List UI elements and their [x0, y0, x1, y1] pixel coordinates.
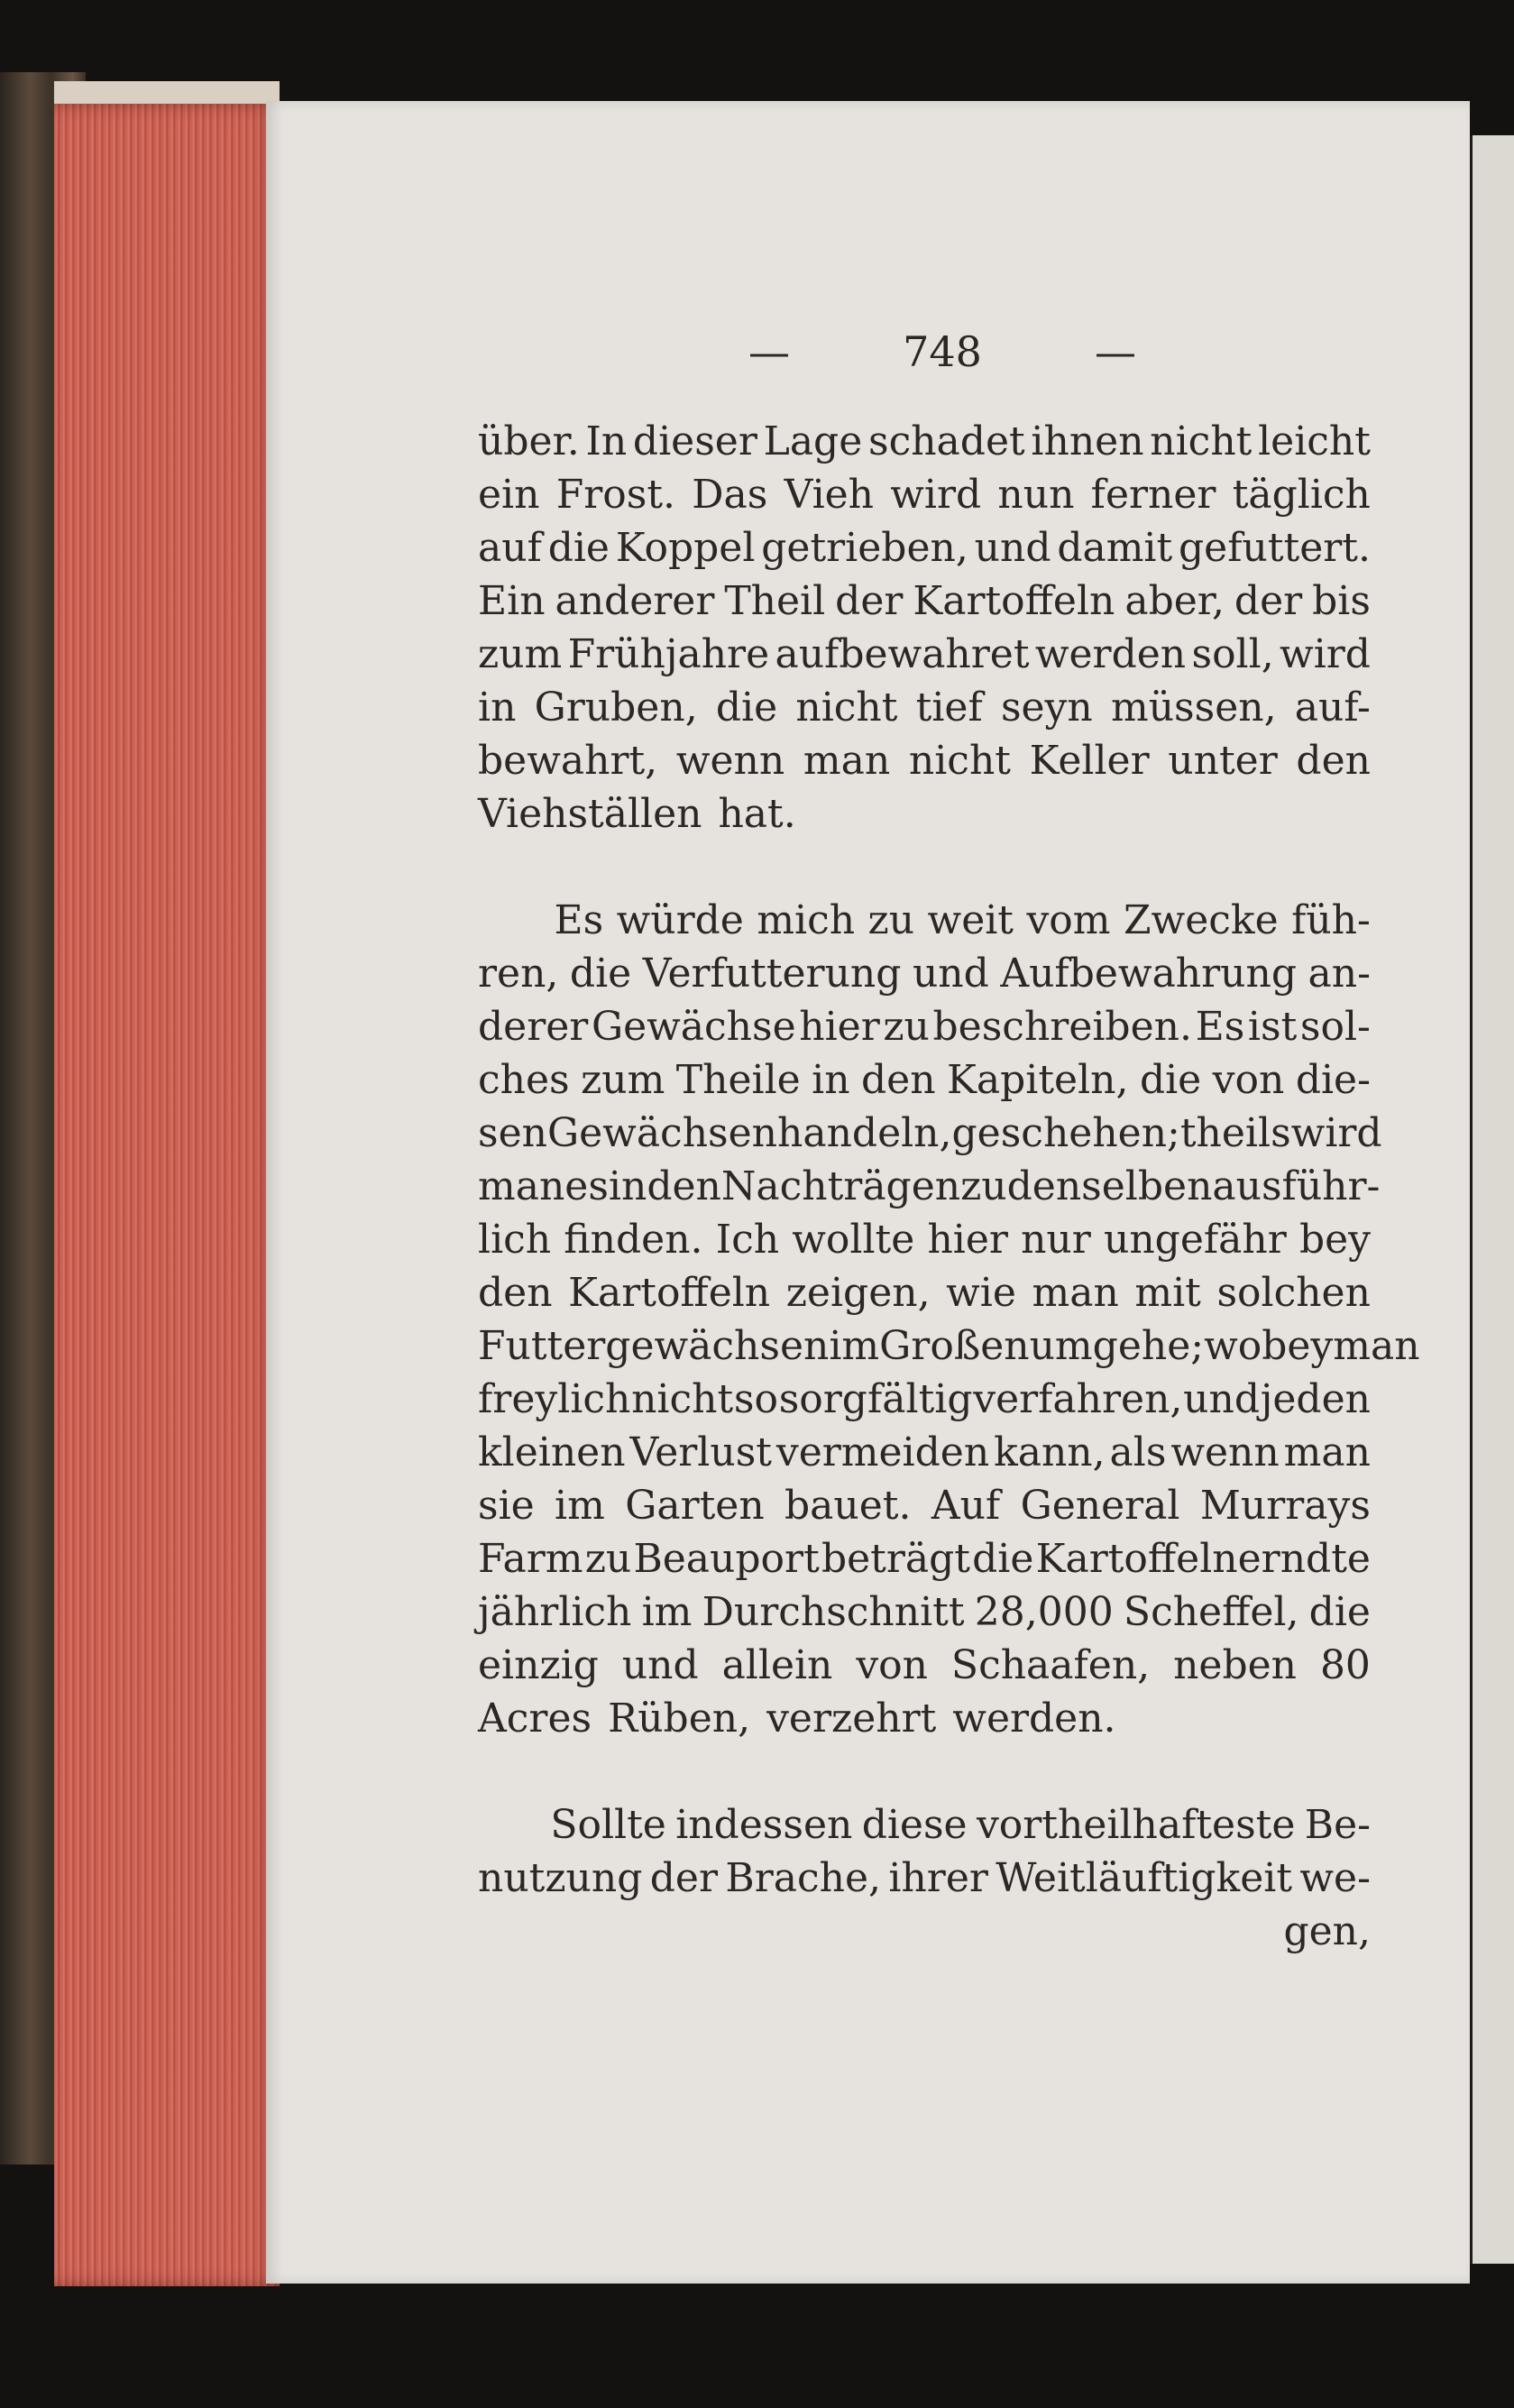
word: ihnen — [1031, 418, 1144, 464]
word: der — [649, 1855, 719, 1901]
word: Zwecke — [1123, 897, 1279, 943]
word: es — [564, 1163, 609, 1209]
text-line — [478, 787, 1371, 841]
word: bis — [1312, 578, 1371, 624]
text-line — [478, 1373, 1371, 1426]
text-line — [478, 574, 1371, 628]
word: Kartoffeln — [568, 1270, 771, 1316]
word: die — [547, 525, 610, 571]
header-dash-left: — — [748, 327, 790, 376]
word: damit — [1057, 525, 1173, 571]
word: die — [972, 1536, 1034, 1582]
word: Gewächse — [591, 1004, 796, 1050]
word: nutzung — [478, 1855, 643, 1901]
word: 28,000 — [974, 1589, 1114, 1635]
word: man — [803, 738, 891, 784]
word: denselben — [1006, 1163, 1213, 1209]
word: Verfutterung — [642, 951, 902, 997]
text-line — [478, 1107, 1382, 1160]
word: auf — [478, 525, 542, 571]
text-line — [478, 734, 1371, 787]
word: aufbewahret — [775, 631, 1030, 677]
word: Koppel — [615, 525, 756, 571]
word: den — [861, 1057, 936, 1103]
word: we- — [1299, 1855, 1371, 1901]
paragraph-gap — [478, 1745, 1371, 1798]
word: sen — [478, 1110, 547, 1156]
word: den — [478, 1270, 553, 1316]
word: zeigen, — [785, 1270, 931, 1316]
text-line — [478, 1160, 1381, 1213]
text-line — [478, 1585, 1371, 1639]
word: in — [608, 1163, 647, 1209]
word: kleinen — [478, 1429, 626, 1475]
word: werden. — [952, 1696, 1116, 1742]
word: zu — [584, 1536, 632, 1582]
word: ausführ- — [1212, 1163, 1381, 1209]
word: Brache, — [725, 1855, 881, 1901]
word: Kapiteln, — [947, 1057, 1129, 1103]
word: jährlich — [478, 1589, 632, 1635]
word: an- — [1308, 951, 1371, 997]
word: von — [856, 1642, 928, 1688]
word: zum — [478, 631, 563, 677]
word: sie — [478, 1483, 535, 1529]
word: handeln, — [777, 1110, 952, 1156]
word: Es — [1195, 1004, 1245, 1050]
word: man — [1032, 1270, 1119, 1316]
word: diese — [861, 1802, 968, 1848]
text-line — [478, 1000, 1371, 1053]
text-line — [478, 894, 1371, 947]
word: ihrer — [888, 1855, 988, 1901]
word: verfahren, — [973, 1376, 1183, 1422]
text-line — [478, 1266, 1371, 1319]
word: Auf — [931, 1483, 1001, 1529]
word: Keller — [1029, 738, 1150, 784]
word: werden — [1034, 631, 1187, 677]
word: vom — [1026, 897, 1111, 943]
word: hier — [927, 1217, 1008, 1263]
word: jeden — [1260, 1376, 1371, 1422]
word: Farm — [478, 1536, 583, 1582]
word: dieser — [632, 418, 757, 464]
word: Viehställen — [478, 791, 702, 837]
word: unter — [1168, 738, 1278, 784]
word: indessen — [675, 1802, 853, 1848]
word: nicht — [1150, 418, 1252, 464]
text-line — [478, 1639, 1371, 1692]
word: Gruben, — [534, 685, 698, 731]
paragraph-indent — [478, 894, 541, 947]
word: Scheffel, — [1123, 1589, 1299, 1635]
word: sol- — [1299, 1004, 1371, 1050]
word: weit — [927, 897, 1014, 943]
word: als — [1109, 1429, 1167, 1475]
word: Futtergewächsen — [478, 1323, 830, 1369]
word: mit — [1134, 1270, 1201, 1316]
word: der — [1234, 578, 1303, 624]
word: in — [478, 685, 517, 731]
word: Frühjahre — [567, 631, 770, 677]
word: in — [812, 1057, 850, 1103]
word: allein — [721, 1642, 833, 1688]
word: Ein — [478, 578, 546, 624]
word: bey — [1298, 1217, 1371, 1263]
word: müssen, — [1110, 685, 1277, 731]
page-header — [748, 320, 1136, 383]
word: man — [1333, 1323, 1420, 1369]
text-line — [478, 1692, 1371, 1745]
word: einzig — [478, 1642, 599, 1688]
word: zu — [867, 897, 915, 943]
word: getrieben, — [761, 525, 968, 571]
word: ein — [478, 472, 540, 518]
word: Verlust — [629, 1429, 772, 1475]
word: wenn — [675, 738, 785, 784]
word: umgehe; — [1029, 1323, 1205, 1369]
word: verzehrt — [766, 1696, 937, 1742]
page-text — [478, 415, 1420, 1958]
word: und — [621, 1642, 699, 1688]
word: Kartoffeln — [913, 578, 1115, 624]
paragraph-indent — [478, 1798, 541, 1852]
word: Theile — [675, 1057, 801, 1103]
word: zum — [581, 1057, 665, 1103]
word: der — [835, 578, 904, 624]
word: Weitläuftigkeit — [996, 1855, 1292, 1901]
word: auf- — [1294, 685, 1371, 731]
word: den — [1296, 738, 1371, 784]
word: und — [912, 951, 989, 997]
word: Acres — [478, 1696, 592, 1742]
word: solchen — [1216, 1270, 1371, 1316]
word: im — [555, 1483, 605, 1529]
word: sorgfältig — [778, 1376, 973, 1422]
facing-page-edge — [1470, 135, 1514, 2264]
word: geschehen; — [951, 1110, 1180, 1156]
word: und — [1183, 1376, 1260, 1422]
word: wird — [1280, 631, 1371, 677]
word: Es — [554, 897, 604, 943]
text-line — [478, 468, 1371, 521]
word: seyn — [1000, 685, 1093, 731]
word: soll, — [1191, 631, 1274, 677]
word: füh- — [1291, 897, 1371, 943]
word: ferner — [1090, 472, 1216, 518]
text-line — [478, 628, 1371, 681]
word: im — [829, 1323, 880, 1369]
word: über. — [478, 418, 580, 464]
word: In — [585, 418, 628, 464]
word: Gewächsen — [546, 1110, 777, 1156]
word: Ich — [715, 1217, 780, 1263]
word: gefuttert. — [1179, 525, 1371, 571]
word: wollte — [792, 1217, 915, 1263]
text-line — [478, 1852, 1371, 1905]
word: Frost. — [555, 472, 675, 518]
word: ren, — [478, 951, 559, 997]
red-page-edges — [54, 104, 280, 2286]
header-dash-right: — — [1095, 327, 1136, 376]
word: ist — [1247, 1004, 1298, 1050]
word: nun — [997, 472, 1075, 518]
text-line — [478, 1798, 1371, 1852]
word: wie — [946, 1270, 1016, 1316]
word: Rüben, — [608, 1696, 751, 1742]
catchword-line — [478, 1905, 1371, 1958]
word: nur — [1021, 1217, 1091, 1263]
word: beträgt — [821, 1536, 970, 1582]
word: hier — [799, 1004, 880, 1050]
word: Beauport — [633, 1536, 820, 1582]
word: neben — [1173, 1642, 1298, 1688]
word: General — [1020, 1483, 1180, 1529]
word: bauet. — [785, 1483, 912, 1529]
word: Aufbewahrung — [1000, 951, 1298, 997]
word: leicht — [1258, 418, 1371, 464]
word: Garten — [625, 1483, 765, 1529]
word: kann, — [994, 1429, 1106, 1475]
word: freylich — [478, 1376, 631, 1422]
word: die — [1308, 1589, 1371, 1635]
word: zu — [883, 1004, 930, 1050]
word: anderer — [555, 578, 715, 624]
word: den — [647, 1163, 721, 1209]
word: Kartoffelnerndte — [1035, 1536, 1371, 1582]
word: beschreiben. — [932, 1004, 1192, 1050]
word: Vieh — [784, 472, 875, 518]
word: hat. — [718, 791, 796, 837]
word: aber, — [1124, 578, 1225, 624]
text-line — [478, 1319, 1420, 1373]
word: die — [1139, 1057, 1202, 1103]
text-line — [478, 415, 1371, 468]
word: wird — [1290, 1110, 1382, 1156]
word: bewahrt, — [478, 738, 658, 784]
word: tief — [915, 685, 983, 731]
word: Durchschnitt — [702, 1589, 965, 1635]
text-line — [478, 681, 1371, 734]
word: die- — [1295, 1057, 1371, 1103]
word: theils — [1179, 1110, 1291, 1156]
word: vermeiden — [775, 1429, 990, 1475]
word: nicht — [908, 738, 1011, 784]
word: Be- — [1304, 1802, 1371, 1848]
word: lich — [478, 1217, 552, 1263]
word: im — [641, 1589, 693, 1635]
word: Lage — [763, 418, 863, 464]
word: gen, — [1283, 1908, 1371, 1954]
text-line — [478, 1532, 1371, 1585]
page-number: 748 — [903, 327, 982, 376]
paragraph-gap — [478, 841, 1371, 894]
word: nicht — [795, 685, 898, 731]
text-line — [478, 1426, 1371, 1479]
word: täglich — [1232, 472, 1371, 518]
word: wird — [890, 472, 982, 518]
word: vortheilhafteste — [976, 1802, 1296, 1848]
word: würde — [616, 897, 744, 943]
text-line — [478, 521, 1371, 574]
word: die — [715, 685, 778, 731]
word: so — [733, 1376, 778, 1422]
word: Nachträgen — [720, 1163, 961, 1209]
word: schadet — [867, 418, 1025, 464]
word: finden. — [564, 1217, 703, 1263]
text-line — [478, 947, 1371, 1000]
word: man — [1283, 1429, 1371, 1475]
word: Das — [692, 472, 768, 518]
word: Schaafen, — [950, 1642, 1151, 1688]
word: Murrays — [1199, 1483, 1371, 1529]
word: nicht — [631, 1376, 734, 1422]
word: wenn — [1170, 1429, 1280, 1475]
word: mich — [757, 897, 856, 943]
word: 80 — [1319, 1642, 1371, 1688]
word: ches — [478, 1057, 570, 1103]
word: die — [569, 951, 632, 997]
word: Großen — [879, 1323, 1030, 1369]
word: von — [1212, 1057, 1285, 1103]
word: Theil — [724, 578, 826, 624]
word: man — [478, 1163, 565, 1209]
word: Sollte — [550, 1802, 666, 1848]
text-line — [478, 1213, 1371, 1266]
word: und — [974, 525, 1051, 571]
text-line — [478, 1053, 1371, 1107]
text-line — [478, 1479, 1371, 1532]
word: derer — [478, 1004, 589, 1050]
word: ungefähr — [1103, 1217, 1287, 1263]
word: wobey — [1204, 1323, 1334, 1369]
word: zu — [960, 1163, 1007, 1209]
